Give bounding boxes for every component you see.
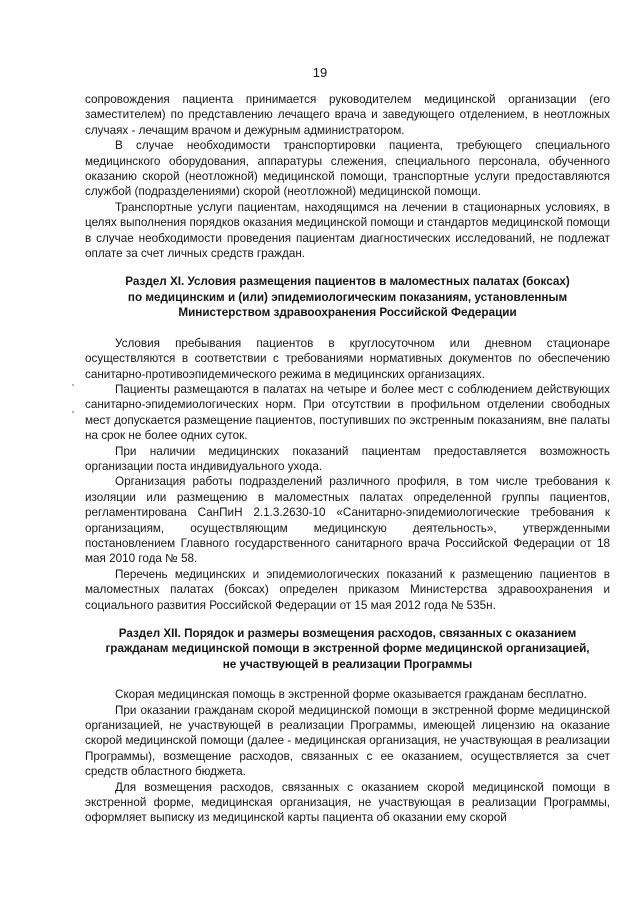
intro-paragraph-2: В случае необходимости транспортировки пациента, требующего специального медицинского оборудования, аппаратуры слежения, специального персонала, обученного оказанию скорой (неотложной) медицинской помощи, транспортные услуги предоставляются службой (подразделениями) скорой (неотложной) медицинской помощи. xyxy=(85,139,610,199)
intro-paragraph-3: Транспортные услуги пациентам, находящимся на лечении в стационарных условиях, в целях выполнения порядков оказания медицинской помощи и стандартов медицинской помощи в случае необходимости проведения пациентам диагностических исследований, не подлежат оплате за счет личных средств граждан. xyxy=(85,200,610,261)
margin-mark xyxy=(72,384,74,386)
section-11-heading xyxy=(85,274,610,320)
document-body xyxy=(85,92,610,826)
section-11-heading-line-2: по медицинским и (или) эпидемиологическим показаниям, установленным xyxy=(127,290,568,304)
section-12-paragraph-2: При оказании гражданам скорой медицинской помощи в экстренной форме медицинской организацией, не участвующей в реализации Программы, имеющей лицензию на оказание скорой медицинской помощи (далее - медицинская организация, не участвующая в реализации Программы), возмещение расходов, связанных с ее оказанием, осуществляется за счет средств областного бюджета. xyxy=(85,703,610,779)
margin-mark xyxy=(72,411,74,413)
section-12-heading-line-3: не участвующей в реализации Программы xyxy=(222,657,473,671)
section-11-heading-line-1: Раздел XI. Условия размещения пациентов в маломестных палатах (боксах) xyxy=(125,275,570,289)
section-11-paragraph-2: Пациенты размещаются в палатах на четыре и более мест с соблюдением действующих санитарно-эпидемиологических норм. При отсутствии в профильном отделении свободных мест допускается размещение пациентов, поступивших по экстренным показаниям, вне палаты на срок не более одних суток. xyxy=(85,382,610,443)
page-number: 19 xyxy=(312,65,328,80)
section-12-heading-line-1: Раздел XII. Порядок и размеры возмещения расходов, связанных с оказанием xyxy=(118,627,577,640)
section-11-paragraph-3: При наличии медицинских показаний пациентам предоставляется возможность организации поста индивидуального ухода. xyxy=(85,444,610,473)
section-11-heading-line-3: Министерством здравоохранения Российской Федерации xyxy=(178,306,517,320)
section-12-paragraph-3: Для возмещения расходов, связанных с оказанием скорой медицинской помощи в экстренной форме, медицинская организация, не участвующая в реализации Программы, оформляет выписку из медицинской карты пациента об оказании ему скорой xyxy=(85,780,610,825)
section-11-paragraph-4: Организация работы подразделений различного профиля, в том числе требования к изоляции или размещению в маломестных палатах определенной группы пациентов, регламентирована СанПиН 2.1.3.2630-10 «Санитарно-эпидемиологические требования к организациям, осуществляющим медицинскую деятельность», утвержденными постановлением Главного государственного санитарного врача Российской Федерации от 18 мая 2010 года № 58. xyxy=(85,475,610,566)
section-12-heading-line-2: гражданам медицинской помощи в экстренной форме медицинской организацией, xyxy=(105,642,590,656)
section-12-heading xyxy=(85,626,610,672)
section-12-paragraph-1: Скорая медицинская помощь в экстренной форме оказывается гражданам бесплатно. xyxy=(115,688,587,702)
section-11-paragraph-5: Перечень медицинских и эпидемиологических показаний к размещению пациентов в маломестных палатах (боксах) определен приказом Министерства здравоохранения и социального развития Российской Федерации от 15 мая 2012 года № 535н. xyxy=(85,567,610,612)
section-11-paragraph-1: Условия пребывания пациентов в круглосуточном или дневном стационаре осуществляются в соответствии с требованиями нормативных документов по обеспечению санитарно-противоэпидемического режима в медицинских организациях. xyxy=(85,336,610,381)
intro-paragraph-1: сопровождения пациента принимается руководителем медицинской организации (его заместителем) по представлению лечащего врача и заведующего отделением, в неотложных случаях - лечащим врачом и дежурным администратором. xyxy=(85,93,610,137)
